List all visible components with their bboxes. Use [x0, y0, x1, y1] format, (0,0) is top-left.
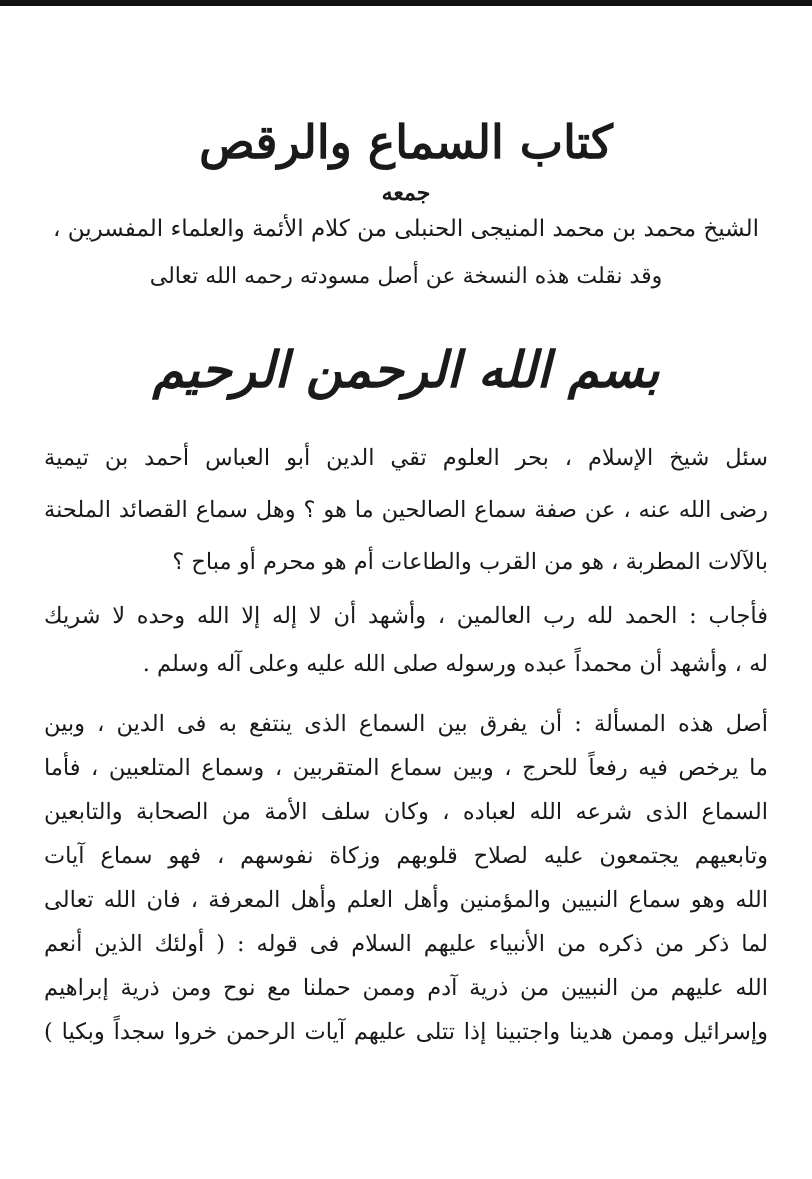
source-note: وقد نقلت هذه النسخة عن أصل مسودته رحمه الله تعالى: [149, 264, 663, 289]
book-title: كتاب السماع والرقص: [199, 115, 613, 169]
answer-paragraph: [44, 592, 768, 688]
body-line: ما يرخص فيه رفعاً للحرج ، وبين سماع المتقربين ، وسماع المتلعبين ، فأما: [44, 755, 768, 781]
top-border-rule: [0, 0, 812, 6]
body-line: الله وهو سماع النبيين والمؤمنين وأهل العلم وأهل المعرفة ، فان الله تعالى: [44, 887, 768, 913]
body-line: لما ذكر من ذكره من الأنبياء عليهم السلام فى قوله : ( أولئك الذين أنعم: [44, 931, 768, 957]
answer-line: فأجاب : الحمد لله رب العالمين ، وأشهد أن لا إله إلا الله وحده لا شريك: [44, 603, 768, 629]
answer-line: له ، وأشهد أن محمداً عبده ورسوله صلى الله عليه وعلى آله وسلم .: [142, 651, 768, 677]
body-line: وإسرائيل وممن هدينا واجتبينا إذا تتلى عليهم آيات الرحمن خروا سجداً وبكيا ): [44, 1019, 768, 1045]
body-line: الله عليهم من النبيين من ذرية آدم وممن حملنا مع نوح ومن ذرية إبراهيم: [44, 975, 768, 1001]
compiled-by-label: جمعه: [381, 180, 431, 206]
body-line: وتابعيهم يجتمعون عليه لصلاح قلوبهم وزكاة نفوسهم ، فهو سماع آيات: [44, 843, 768, 869]
question-line: بالآلات المطربة ، هو من القرب والطاعات أم هو محرم أو مباح ؟: [172, 549, 768, 575]
body-line: أصل هذه المسألة : أن يفرق بين السماع الذى ينتفع به فى الدين ، وبين: [44, 711, 768, 737]
question-paragraph: [44, 432, 768, 588]
body-line: السماع الذى شرعه الله لعباده ، وكان سلف الأمة من الصحابة والتابعين: [44, 799, 768, 825]
question-line: رضى الله عنه ، عن صفة سماع الصالحين ما هو ؟ وهل سماع القصائد الملحنة: [44, 497, 768, 523]
basmala-calligraphy: بسم الله الرحمن الرحيم: [152, 340, 660, 399]
question-line: سئل شيخ الإسلام ، بحر العلوم تقي الدين أبو العباس أحمد بن تيمية: [44, 445, 768, 471]
author-line: الشيخ محمد بن محمد المنيجى الحنبلى من كلام الأئمة والعلماء المفسرين ،: [52, 216, 760, 242]
body-paragraph: [44, 702, 768, 1054]
